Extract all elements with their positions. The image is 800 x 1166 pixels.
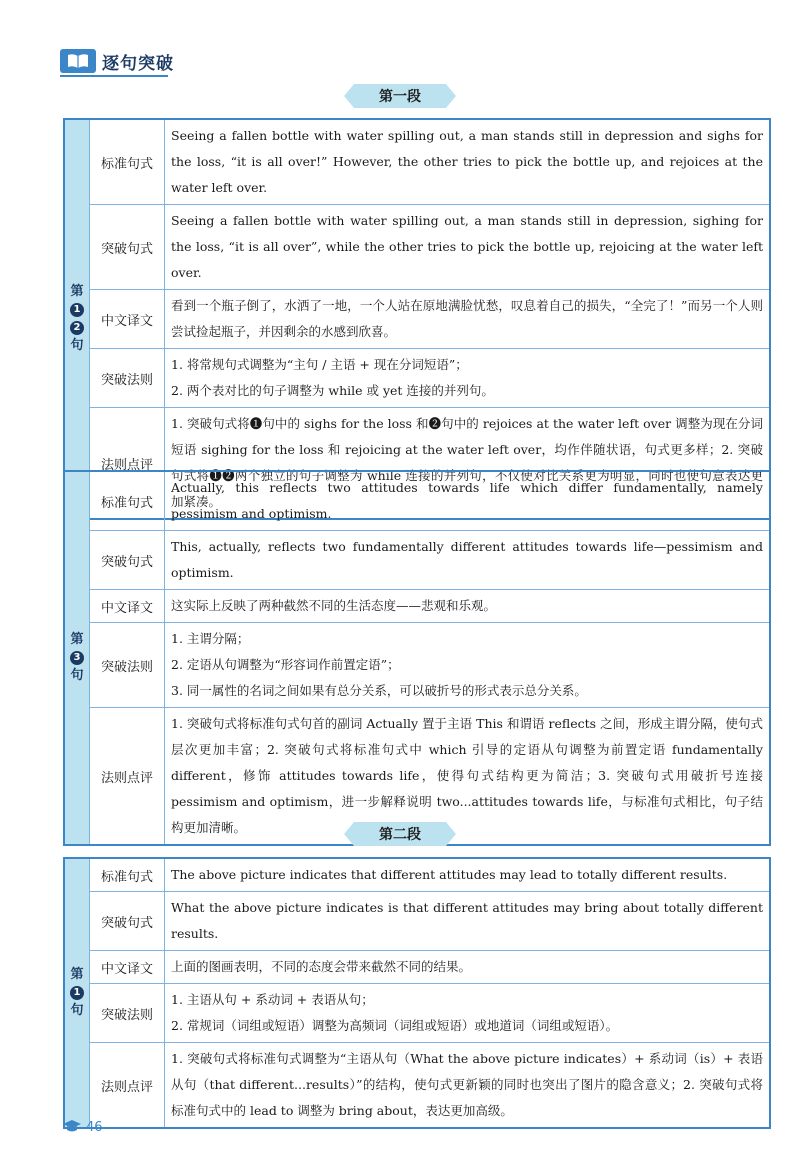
header-underline [60, 75, 168, 77]
group-label: 第 1 2 句 [64, 119, 90, 519]
row-content: 1. 主语从句 + 系动词 + 表语从句； 2. 常规词（词组或短语）调整为高频词（词组或短语）或地道词（词组或短语）。 [165, 984, 771, 1043]
sentence-block-1 [63, 118, 771, 520]
row-label: 突破句式 [90, 205, 165, 290]
row-label: 法则点评 [90, 1043, 165, 1129]
row-content: 1. 突破句式将❶句中的 sighs for the loss 和❷句中的 rejoices at the water left over 调整为现在分词短语 sighing for the loss 和 rejoicing at the water left over，均作伴随状语，句式更多样；2. 突破句式将❶❷两个独立的句子调整为 while 连接的并列句，不仅使对比关系更为明显，同时也使句意表达更加紧凑。 [165, 408, 771, 520]
row-content: 上面的图画表明，不同的态度会带来截然不同的结果。 [165, 951, 771, 984]
row-content: Seeing a fallen bottle with water spilling out, a man stands still in depression and sighs for the loss, “it is all over!” However, the other tries to pick the bottle up, and rejoices at the water left over. [165, 119, 771, 205]
section-header [60, 48, 174, 74]
row-content: 看到一个瓶子倒了，水洒了一地，一个人站在原地满脸忧愁，叹息着自己的损失，“全完了！”而另一个人则尝试捡起瓶子，并因剩余的水感到欣喜。 [165, 290, 771, 349]
row-content: Seeing a fallen bottle with water spilling out, a man stands still in depression, sighing for the loss, “it is all over”, while the other tries to pick the bottle up, rejoicing at the water left over. [165, 205, 771, 290]
row-label: 突破句式 [90, 531, 165, 590]
row-content: 1. 主谓分隔； 2. 定语从句调整为“形容词作前置定语”； 3. 同一属性的名词之间如果有总分关系，可以破折号的形式表示总分关系。 [165, 623, 771, 708]
sentence-block-3 [63, 857, 771, 1129]
row-label: 法则点评 [90, 408, 165, 520]
row-content: Actually, this reflects two attitudes towards life which differ fundamentally, namely pessimism and optimism. [165, 471, 771, 531]
row-content: 1. 突破句式将标准句式句首的副词 Actually 置于主语 This 和谓语 reflects 之间，形成主谓分隔，使句式层次更加丰富；2. 突破句式将标准句式中 which 引导的定语从句调整为前置定语 fundamentally different，修饰 attitudes towards life，使得句式结构更为简洁；3. 突破句式用破折号连接 pessimism and optimism，进一步解释说明 two...attitudes towards life，与标准句式相比，句子结构更加清晰。 [165, 708, 771, 846]
page-number: 46 [86, 1120, 103, 1135]
section-badge-2: 第二段 [344, 822, 456, 846]
row-label: 标准句式 [90, 471, 165, 531]
group-label: 第 3 句 [64, 471, 90, 845]
open-book-icon [60, 49, 96, 73]
row-label: 突破句式 [90, 892, 165, 951]
row-content: 这实际上反映了两种截然不同的生活态度——悲观和乐观。 [165, 590, 771, 623]
row-label: 突破法则 [90, 623, 165, 708]
graduation-cap-icon [62, 1118, 82, 1137]
page-footer [62, 1118, 103, 1137]
row-content: The above picture indicates that different attitudes may lead to totally different results. [165, 858, 771, 892]
row-label: 中文译文 [90, 951, 165, 984]
section-badge-1: 第一段 [344, 84, 456, 108]
row-label: 中文译文 [90, 590, 165, 623]
row-label: 突破法则 [90, 984, 165, 1043]
row-content: What the above picture indicates is that different attitudes may bring about totally different results. [165, 892, 771, 951]
header-title: 逐句突破 [102, 53, 174, 74]
row-label: 标准句式 [90, 858, 165, 892]
row-label: 法则点评 [90, 708, 165, 846]
sentence-block-2 [63, 470, 771, 846]
row-label: 突破法则 [90, 349, 165, 408]
row-label: 标准句式 [90, 119, 165, 205]
row-label: 中文译文 [90, 290, 165, 349]
row-content: 1. 将常规句式调整为“主句 / 主语 + 现在分词短语”； 2. 两个表对比的句子调整为 while 或 yet 连接的并列句。 [165, 349, 771, 408]
group-label: 第 1 句 [64, 858, 90, 1128]
row-content: 1. 突破句式将标准句式调整为“主语从句（What the above picture indicates）+ 系动词（is）+ 表语从句（that different...results）”的结构，使句式更新颖的同时也突出了图片的隐含意义；2. 突破句式将标准句式中的 lead to 调整为 bring about，表达更加高级。 [165, 1043, 771, 1129]
row-content: This, actually, reflects two fundamentally different attitudes towards life—pessimism and optimism. [165, 531, 771, 590]
